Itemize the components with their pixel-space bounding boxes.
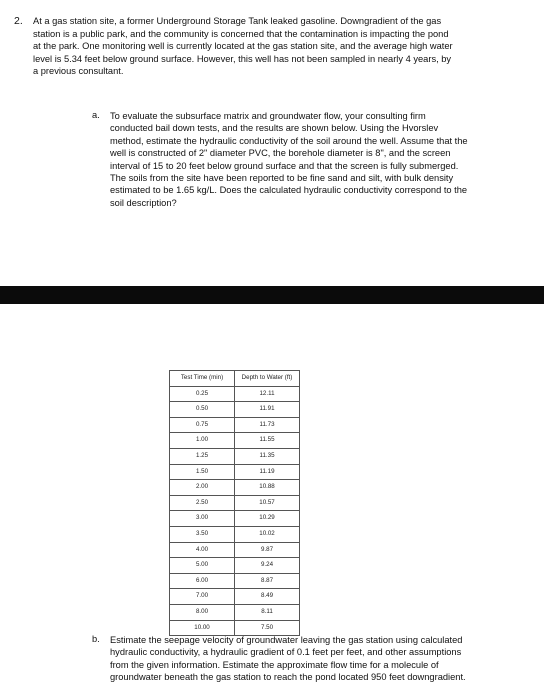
test-time-cell: 8.00: [170, 604, 235, 620]
table-row: [170, 386, 300, 402]
part-b-marker: b.: [92, 634, 100, 644]
page-divider: [0, 286, 544, 304]
test-time-cell: 6.00: [170, 573, 235, 589]
test-time-cell: 1.50: [170, 464, 235, 480]
page-upper-section: [0, 0, 544, 286]
table-row: [170, 448, 300, 464]
test-time-cell: 3.50: [170, 526, 235, 542]
depth-cell: 11.55: [235, 433, 300, 449]
table-row: [170, 433, 300, 449]
depth-cell: 10.02: [235, 526, 300, 542]
depth-cell: 10.88: [235, 480, 300, 496]
table-row: [170, 402, 300, 418]
test-time-cell: 0.25: [170, 386, 235, 402]
table-row: [170, 558, 300, 574]
depth-cell: 11.35: [235, 448, 300, 464]
table-row: [170, 480, 300, 496]
table-header-row: [170, 371, 300, 387]
header-depth-to-water: Depth to Water (ft): [235, 371, 300, 387]
depth-cell: 9.24: [235, 558, 300, 574]
test-time-cell: 7.00: [170, 589, 235, 605]
depth-cell: 8.87: [235, 573, 300, 589]
depth-cell: 11.91: [235, 402, 300, 418]
table-row: [170, 542, 300, 558]
page-lower-section: [0, 304, 544, 700]
depth-cell: 10.29: [235, 511, 300, 527]
depth-cell: 12.11: [235, 386, 300, 402]
test-time-cell: 1.00: [170, 433, 235, 449]
test-time-cell: 4.00: [170, 542, 235, 558]
part-b-text: Estimate the seepage velocity of groundwater leaving the gas station using calculated hydraulic conductivity, a hydraulic gradient of 0.1 feet per feet, and other assumptions from the given information. Estimate the approximate flow time for a molecule of groundwater beneath the gas station to reach the pond located 950 feet downgradient.: [110, 635, 466, 682]
table-row: [170, 417, 300, 433]
question-2-text: At a gas station site, a former Underground Storage Tank leaked gasoline. Downgradient of the gas station is a public park, and the community is concerned that the contamination is impacting the pond at the park. One monitoring well is currently located at the gas station site, and the average high water level is 5.34 feet below ground surface. However, this well has not been sampled in nearly 4 years, by a previous consultant.: [33, 16, 453, 77]
test-time-cell: 10.00: [170, 620, 235, 636]
bail-down-test-table: [169, 370, 300, 636]
test-time-cell: 2.00: [170, 480, 235, 496]
table-row: [170, 495, 300, 511]
part-a-marker: a.: [92, 110, 100, 120]
part-a-text: To evaluate the subsurface matrix and groundwater flow, your consulting firm conducted bail down tests, and the results are shown below. Using the Hvorslev method, estimate the hydraulic conductivity of the soil around the well. Assume that the well is constructed of 2" diameter PVC, the borehole diameter is 8", and the screen interval of 15 to 20 feet below ground surface and that the screen is fully submerged. The soils from the site have been reported to be fine sand and silt, with bulk density estimated to be 1.65 kg/L. Does the calculated hydraulic conductivity correspond to the soil description?: [110, 111, 468, 208]
depth-cell: 9.87: [235, 542, 300, 558]
table-row: [170, 604, 300, 620]
test-time-cell: 2.50: [170, 495, 235, 511]
depth-cell: 7.50: [235, 620, 300, 636]
table-row: [170, 464, 300, 480]
depth-cell: 10.57: [235, 495, 300, 511]
test-time-cell: 3.00: [170, 511, 235, 527]
table-row: [170, 589, 300, 605]
table-row: [170, 573, 300, 589]
table-row: [170, 511, 300, 527]
header-test-time: Test Time (min): [170, 371, 235, 387]
depth-cell: 8.11: [235, 604, 300, 620]
depth-cell: 8.49: [235, 589, 300, 605]
question-number: 2.: [14, 15, 23, 27]
test-time-cell: 5.00: [170, 558, 235, 574]
depth-cell: 11.19: [235, 464, 300, 480]
test-time-cell: 1.25: [170, 448, 235, 464]
test-time-cell: 0.50: [170, 402, 235, 418]
test-time-cell: 0.75: [170, 417, 235, 433]
table-row: [170, 526, 300, 542]
depth-cell: 11.73: [235, 417, 300, 433]
